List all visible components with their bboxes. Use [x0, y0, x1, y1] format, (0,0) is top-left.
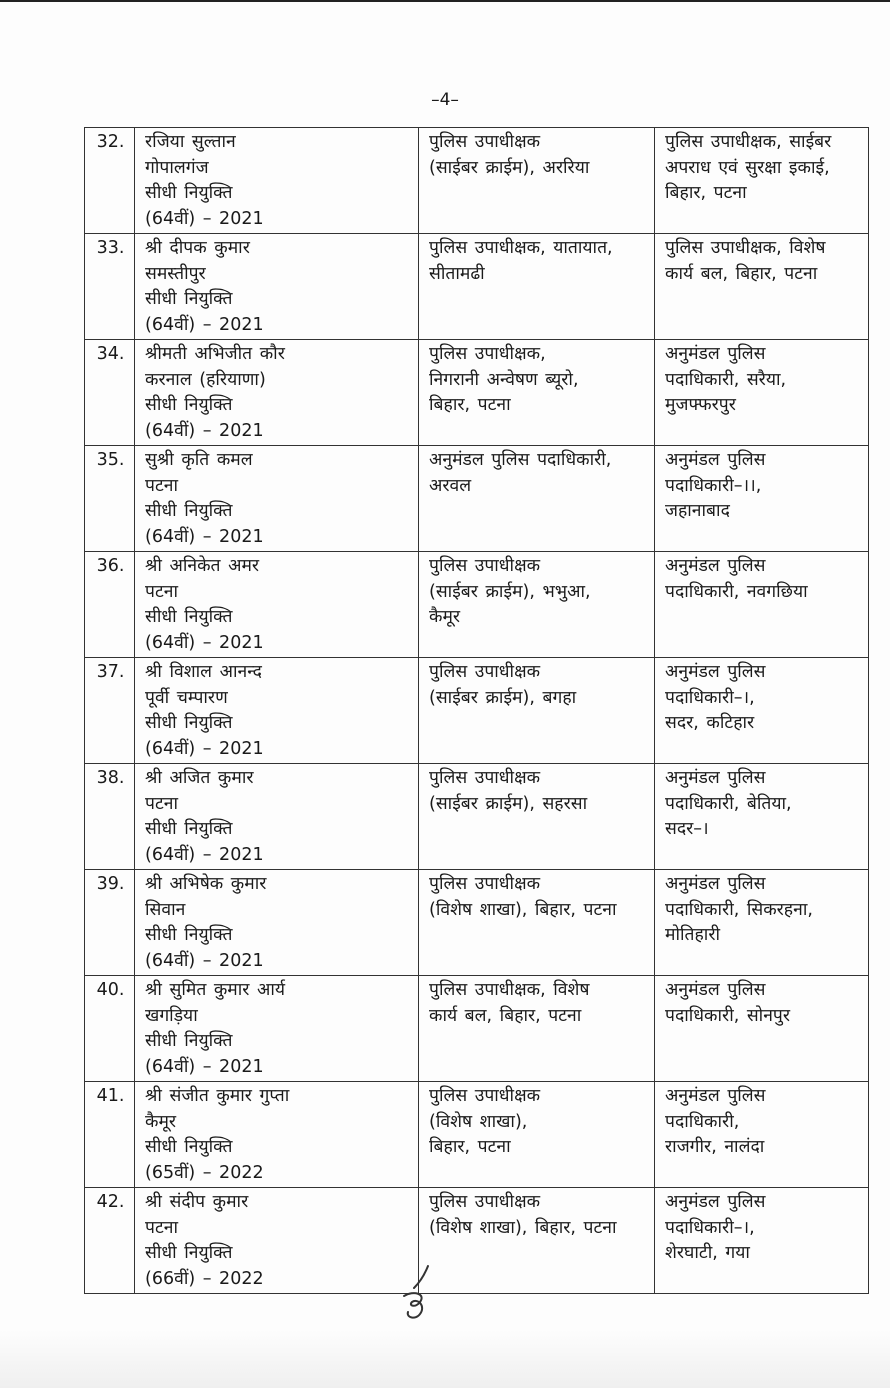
- new-posting-cell: [655, 128, 869, 234]
- serial-number-cell: [85, 870, 135, 976]
- new-posting-cell: [655, 1188, 869, 1294]
- new-posting-line: कार्य बल, बिहार, पटना: [665, 263, 818, 284]
- serial-number: 33.: [96, 238, 125, 258]
- batch-year: (64वीं) – 2021: [145, 1056, 264, 1077]
- home-district: पटना: [145, 793, 179, 814]
- appointment-type: सीधी नियुक्ति: [145, 183, 233, 203]
- home-district: गोपालगंज: [145, 157, 209, 178]
- new-posting-cell: [655, 552, 869, 658]
- new-posting-line: अनुमंडल पुलिस: [665, 556, 766, 576]
- table-row: [85, 764, 869, 870]
- serial-number: 37.: [96, 662, 125, 682]
- new-posting-cell: [655, 658, 869, 764]
- home-district: खगड़िया: [145, 1005, 198, 1026]
- current-posting-line: कैमूर: [429, 607, 461, 627]
- table-row: [85, 870, 869, 976]
- batch-year: (64वीं) – 2021: [145, 632, 264, 653]
- current-posting-cell: [419, 976, 655, 1082]
- signature-mark: [390, 1262, 460, 1324]
- appointment-type: सीधी नियुक्ति: [145, 501, 233, 521]
- table-row: [85, 1082, 869, 1188]
- officer-cell: [135, 340, 419, 446]
- officer-cell: [135, 764, 419, 870]
- new-posting-line: अनुमंडल पुलिस: [665, 662, 766, 682]
- officer-cell: [135, 234, 419, 340]
- current-posting-cell: [419, 340, 655, 446]
- current-posting-cell: [419, 234, 655, 340]
- officer-name: श्री सुमित कुमार आर्य: [145, 980, 286, 1000]
- serial-number-cell: [85, 1082, 135, 1188]
- appointment-type: सीधी नियुक्ति: [145, 289, 233, 309]
- new-posting-line: मुजफ्फरपुर: [665, 395, 736, 415]
- officer-cell: [135, 658, 419, 764]
- new-posting-cell: [655, 976, 869, 1082]
- new-posting-line: पदाधिकारी–।।,: [665, 475, 762, 496]
- table-row: [85, 1188, 869, 1294]
- home-district: करनाल (हरियाणा): [145, 369, 266, 390]
- officer-name: श्री अभिषेक कुमार: [145, 874, 267, 894]
- officer-cell: [135, 1082, 419, 1188]
- table-row: [85, 234, 869, 340]
- officer-cell: [135, 446, 419, 552]
- serial-number: 36.: [96, 556, 125, 576]
- home-district: पटना: [145, 1217, 179, 1238]
- serial-number: 41.: [96, 1086, 125, 1106]
- batch-year: (65वीं) – 2022: [145, 1162, 264, 1183]
- current-posting-line: (विशेष शाखा), बिहार, पटना: [429, 1217, 617, 1238]
- current-posting-line: (साईबर क्राईम), सहरसा: [429, 793, 588, 814]
- officer-name: रजिया सुल्तान: [145, 132, 236, 152]
- home-district: कैमूर: [145, 1111, 177, 1132]
- new-posting-line: अनुमंडल पुलिस: [665, 768, 766, 788]
- home-district: पटना: [145, 475, 179, 496]
- home-district: पूर्वी चम्पारण: [145, 687, 228, 708]
- current-posting-cell: [419, 1082, 655, 1188]
- current-posting-line: (साईबर क्राईम), बगहा: [429, 687, 577, 708]
- current-posting-line: पुलिस उपाधीक्षक: [429, 768, 541, 788]
- serial-number: 35.: [96, 450, 125, 470]
- new-posting-line: मोतिहारी: [665, 925, 721, 945]
- new-posting-cell: [655, 446, 869, 552]
- table-row: [85, 446, 869, 552]
- serial-number-cell: [85, 552, 135, 658]
- officer-name: श्री संदीप कुमार: [145, 1192, 249, 1212]
- new-posting-line: सदर–।: [665, 819, 709, 839]
- batch-year: (64वीं) – 2021: [145, 844, 264, 865]
- current-posting-cell: [419, 658, 655, 764]
- new-posting-line: अनुमंडल पुलिस: [665, 874, 766, 894]
- home-district: समस्तीपुर: [145, 263, 206, 284]
- current-posting-cell: [419, 446, 655, 552]
- new-posting-line: अनुमंडल पुलिस: [665, 1192, 766, 1212]
- batch-year: (64वीं) – 2021: [145, 420, 264, 441]
- current-posting-line: बिहार, पटना: [429, 1137, 511, 1157]
- new-posting-line: अनुमंडल पुलिस: [665, 980, 766, 1000]
- serial-number: 34.: [96, 344, 125, 364]
- officer-cell: [135, 870, 419, 976]
- officer-cell: [135, 552, 419, 658]
- officer-name: श्री अनिकेत अमर: [145, 556, 260, 576]
- new-posting-line: जहानाबाद: [665, 501, 730, 521]
- batch-year: (64वीं) – 2021: [145, 526, 264, 547]
- officer-cell: [135, 128, 419, 234]
- officer-name: श्रीमती अभिजीत कौर: [145, 344, 285, 364]
- table-row: [85, 658, 869, 764]
- table-row: [85, 128, 869, 234]
- serial-number-cell: [85, 128, 135, 234]
- new-posting-line: पदाधिकारी,: [665, 1111, 740, 1132]
- new-posting-cell: [655, 870, 869, 976]
- current-posting-line: पुलिस उपाधीक्षक: [429, 132, 541, 152]
- current-posting-line: बिहार, पटना: [429, 395, 511, 415]
- current-posting-line: पुलिस उपाधीक्षक: [429, 874, 541, 894]
- new-posting-line: बिहार, पटना: [665, 183, 747, 203]
- current-posting-line: (विशेष शाखा),: [429, 1111, 528, 1132]
- appointment-type: सीधी नियुक्ति: [145, 1031, 233, 1051]
- new-posting-line: सदर, कटिहार: [665, 713, 755, 733]
- page-number: –4–: [431, 90, 459, 110]
- new-posting-line: पदाधिकारी, सिकरहना,: [665, 899, 813, 920]
- appointment-type: सीधी नियुक्ति: [145, 1243, 233, 1263]
- current-posting-cell: [419, 128, 655, 234]
- serial-number: 39.: [96, 874, 125, 894]
- new-posting-line: पदाधिकारी, सोनपुर: [665, 1005, 791, 1026]
- current-posting-line: पुलिस उपाधीक्षक, यातायात,: [429, 238, 613, 258]
- page-top-edge: [0, 0, 890, 2]
- transfer-table-body: [85, 128, 869, 1294]
- current-posting-line: पुलिस उपाधीक्षक: [429, 1192, 541, 1212]
- officer-name: श्री अजित कुमार: [145, 768, 254, 788]
- home-district: पटना: [145, 581, 179, 602]
- officer-name: श्री संजीत कुमार गुप्ता: [145, 1086, 290, 1106]
- current-posting-line: पुलिस उपाधीक्षक: [429, 662, 541, 682]
- current-posting-line: पुलिस उपाधीक्षक, विशेष: [429, 980, 590, 1000]
- new-posting-line: अनुमंडल पुलिस: [665, 450, 766, 470]
- current-posting-line: पुलिस उपाधीक्षक: [429, 1086, 541, 1106]
- current-posting-line: अरवल: [429, 475, 472, 496]
- appointment-type: सीधी नियुक्ति: [145, 607, 233, 627]
- new-posting-cell: [655, 764, 869, 870]
- serial-number-cell: [85, 764, 135, 870]
- current-posting-cell: [419, 552, 655, 658]
- new-posting-line: पदाधिकारी, बेतिया,: [665, 793, 792, 814]
- new-posting-line: अनुमंडल पुलिस: [665, 344, 766, 364]
- appointment-type: सीधी नियुक्ति: [145, 395, 233, 415]
- serial-number: 40.: [96, 980, 125, 1000]
- current-posting-line: निगरानी अन्वेषण ब्यूरो,: [429, 369, 579, 390]
- current-posting-line: (साईबर क्राईम), अररिया: [429, 157, 590, 178]
- current-posting-line: सीतामढी: [429, 263, 485, 284]
- current-posting-line: पुलिस उपाधीक्षक: [429, 556, 541, 576]
- new-posting-line: पुलिस उपाधीक्षक, साईबर: [665, 132, 832, 152]
- current-posting-line: (विशेष शाखा), बिहार, पटना: [429, 899, 617, 920]
- officer-name: श्री विशाल आनन्द: [145, 662, 262, 682]
- serial-number: 42.: [96, 1192, 125, 1212]
- serial-number: 32.: [96, 132, 125, 152]
- batch-year: (64वीं) – 2021: [145, 314, 264, 335]
- new-posting-line: अपराध एवं सुरक्षा इकाई,: [665, 157, 830, 178]
- batch-year: (66वीं) – 2022: [145, 1268, 264, 1289]
- new-posting-line: राजगीर, नालंदा: [665, 1137, 765, 1157]
- current-posting-line: (साईबर क्राईम), भभुआ,: [429, 581, 591, 602]
- appointment-type: सीधी नियुक्ति: [145, 1137, 233, 1157]
- home-district: सिवान: [145, 899, 186, 920]
- serial-number: 38.: [96, 768, 125, 788]
- new-posting-cell: [655, 1082, 869, 1188]
- appointment-type: सीधी नियुक्ति: [145, 925, 233, 945]
- appointment-type: सीधी नियुक्ति: [145, 819, 233, 839]
- officer-name: सुश्री कृति कमल: [145, 450, 253, 470]
- batch-year: (64वीं) – 2021: [145, 208, 264, 229]
- new-posting-line: पुलिस उपाधीक्षक, विशेष: [665, 238, 826, 258]
- new-posting-cell: [655, 234, 869, 340]
- current-posting-line: कार्य बल, बिहार, पटना: [429, 1005, 582, 1026]
- officer-cell: [135, 1188, 419, 1294]
- current-posting-cell: [419, 764, 655, 870]
- officer-name: श्री दीपक कुमार: [145, 238, 250, 258]
- serial-number-cell: [85, 658, 135, 764]
- current-posting-line: अनुमंडल पुलिस पदाधिकारी,: [429, 450, 612, 470]
- current-posting-cell: [419, 870, 655, 976]
- table-row: [85, 340, 869, 446]
- transfer-table: [84, 127, 869, 1294]
- scan-shadow: [0, 1330, 890, 1388]
- serial-number-cell: [85, 1188, 135, 1294]
- table-row: [85, 552, 869, 658]
- current-posting-line: पुलिस उपाधीक्षक,: [429, 344, 546, 364]
- officer-cell: [135, 976, 419, 1082]
- serial-number-cell: [85, 234, 135, 340]
- new-posting-line: पदाधिकारी, सरैया,: [665, 369, 787, 390]
- serial-number-cell: [85, 446, 135, 552]
- batch-year: (64वीं) – 2021: [145, 738, 264, 759]
- table-row: [85, 976, 869, 1082]
- new-posting-line: पदाधिकारी, नवगछिया: [665, 581, 808, 602]
- appointment-type: सीधी नियुक्ति: [145, 713, 233, 733]
- serial-number-cell: [85, 976, 135, 1082]
- new-posting-line: पदाधिकारी–।,: [665, 1217, 755, 1238]
- serial-number-cell: [85, 340, 135, 446]
- new-posting-line: शेरघाटी, गया: [665, 1243, 750, 1263]
- batch-year: (64वीं) – 2021: [145, 950, 264, 971]
- new-posting-line: अनुमंडल पुलिस: [665, 1086, 766, 1106]
- new-posting-cell: [655, 340, 869, 446]
- new-posting-line: पदाधिकारी–।,: [665, 687, 755, 708]
